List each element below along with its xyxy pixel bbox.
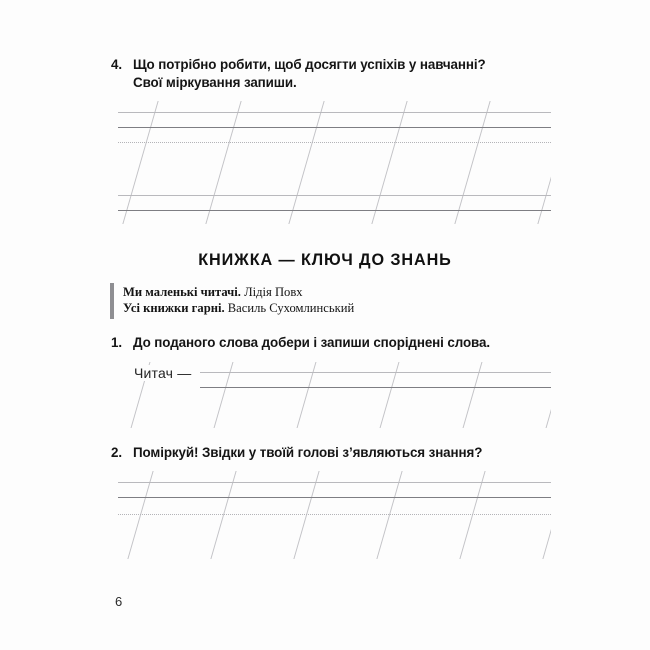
question-2-text: Поміркуй! Звідки у твоїй голові з’являються знання? xyxy=(133,445,483,460)
question-1-number: 1. xyxy=(111,335,122,350)
question-4-text xyxy=(133,56,561,91)
ruled-row xyxy=(118,512,551,553)
epigraph-block xyxy=(110,283,530,319)
ruled-row xyxy=(118,471,551,512)
writing-area-question-4[interactable] xyxy=(118,101,551,224)
word-prompt-label: Читач — xyxy=(134,365,195,381)
ruled-row xyxy=(118,392,551,422)
question-4-line2: Свої міркування запиши. xyxy=(133,74,297,90)
quote-text: Ми маленькі читачі. xyxy=(123,285,241,299)
quote-author: Лідія Повх xyxy=(244,285,303,299)
quote-item xyxy=(123,300,354,316)
rule-baseline xyxy=(200,387,551,388)
question-4 xyxy=(111,56,561,91)
quote-list xyxy=(123,283,354,319)
rule-top-line xyxy=(200,372,551,373)
question-4-line1: Що потрібно робити, щоб досягти успіхів у навчанні? xyxy=(133,57,486,72)
question-2-number: 2. xyxy=(111,445,122,460)
rule-baseline xyxy=(118,497,551,498)
quote-text: Усі книжки гарні. xyxy=(123,301,225,316)
writing-area-question-2[interactable] xyxy=(118,471,551,559)
rule-top-line xyxy=(118,482,551,483)
question-1 xyxy=(111,334,561,352)
rule-top-line xyxy=(118,112,551,113)
section-heading: КНИЖКА — КЛЮЧ ДО ЗНАНЬ xyxy=(198,251,452,269)
rule-baseline xyxy=(118,127,551,128)
quote-accent-bar xyxy=(110,283,114,319)
question-4-number: 4. xyxy=(111,57,122,72)
quote-item xyxy=(123,284,354,300)
ruled-row xyxy=(118,142,551,183)
question-1-text: До поданого слова добери і запиши споріднені слова. xyxy=(133,335,490,350)
quote-author: Василь Сухомлинський xyxy=(227,301,355,316)
ruled-row xyxy=(118,101,551,142)
page-number: 6 xyxy=(115,594,123,609)
ruled-row xyxy=(118,183,551,224)
question-2 xyxy=(111,444,571,462)
